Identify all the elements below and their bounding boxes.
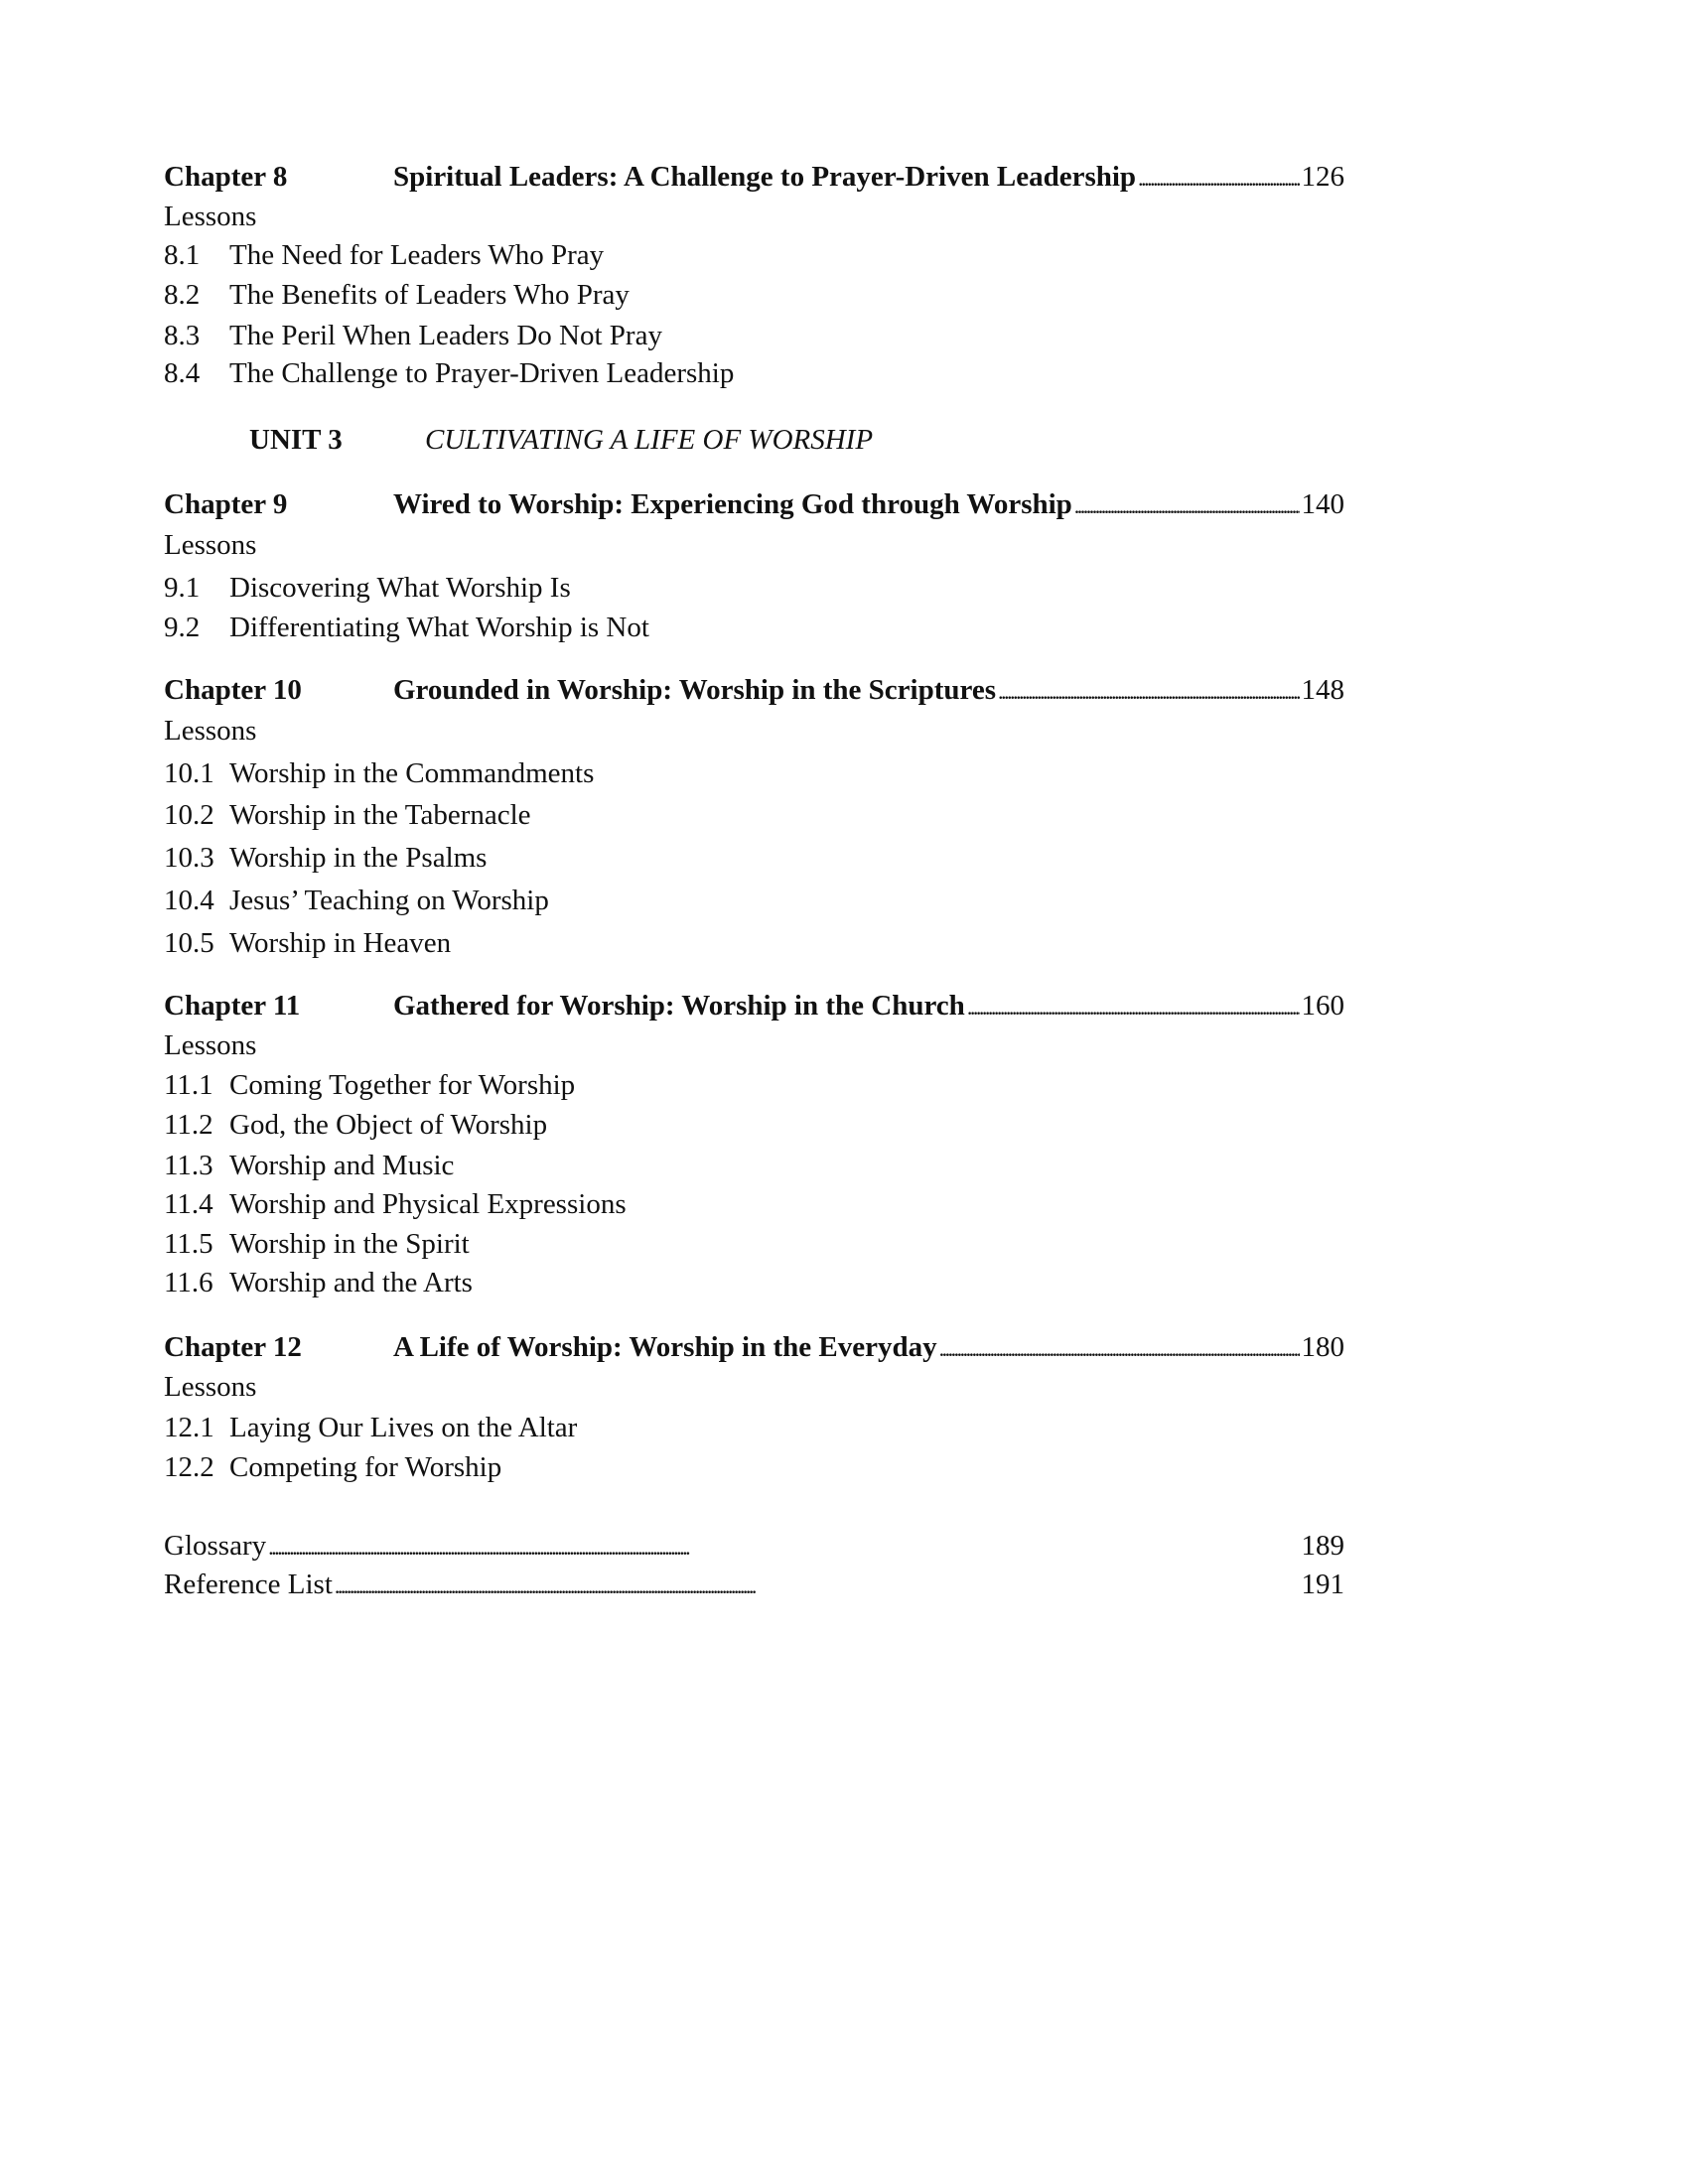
lesson-number: 10.3 [164,842,214,874]
lesson-title: The Peril When Leaders Do Not Pray [229,320,662,351]
chapter-entry[interactable] [164,1329,1344,1365]
lesson-title: The Benefits of Leaders Who Pray [229,279,630,311]
chapter-title: Grounded in Worship: Worship in the Scriptures [393,674,997,706]
dot-leader [998,672,1299,710]
lessons-heading [164,713,256,749]
lesson-title: Jesus’ Teaching on Worship [229,885,549,916]
lesson-item[interactable] [164,1449,501,1485]
back-matter-entry[interactable] [164,1567,1344,1602]
lesson-number: 11.2 [164,1109,213,1141]
lesson-item[interactable] [164,610,649,645]
lesson-number: 10.1 [164,757,214,789]
unit-title: CULTIVATING A LIFE OF WORSHIP [425,424,874,456]
chapter-label: Chapter 8 [164,161,288,193]
page-number: 148 [1301,674,1344,706]
lesson-title: Worship in Heaven [229,927,452,959]
lesson-item[interactable] [164,1067,575,1103]
lesson-item[interactable] [164,1226,470,1262]
lesson-item[interactable] [164,797,531,833]
dot-leader [939,1329,1300,1367]
lesson-item[interactable] [164,570,571,606]
lesson-number: 8.3 [164,320,201,351]
lesson-title: Coming Together for Worship [229,1069,576,1101]
lesson-number: 12.2 [164,1451,214,1483]
lesson-number: 11.3 [164,1150,213,1181]
dot-leader [335,1567,1300,1604]
lesson-title: Worship in the Spirit [229,1228,470,1260]
page-number: 140 [1301,488,1344,520]
lesson-title: Worship and Physical Expressions [229,1188,627,1220]
lesson-title: Differentiating What Worship is Not [229,612,649,643]
chapter-label: Chapter 12 [164,1331,302,1363]
lesson-title: Worship in the Tabernacle [229,799,531,831]
unit-heading [249,422,873,458]
lesson-number: 10.2 [164,799,214,831]
lesson-item[interactable] [164,1148,454,1183]
back-matter-entry[interactable] [164,1528,1344,1564]
dot-leader [1074,486,1300,524]
page-number: 191 [1301,1569,1344,1600]
page-number: 160 [1301,990,1344,1022]
lesson-item[interactable] [164,1186,627,1222]
lesson-number: 8.2 [164,279,201,311]
chapter-entry[interactable] [164,988,1344,1024]
lesson-number: 8.4 [164,357,201,389]
lessons-label: Lessons [164,715,257,747]
chapter-entry[interactable] [164,159,1344,195]
lesson-title: Laying Our Lives on the Altar [229,1412,578,1443]
lesson-number: 11.1 [164,1069,213,1101]
lessons-heading [164,1369,256,1405]
lessons-heading [164,1027,256,1063]
lesson-number: 12.1 [164,1412,214,1443]
lesson-number: 10.4 [164,885,214,916]
lesson-number: 11.4 [164,1188,213,1220]
dot-leader [1138,159,1299,197]
lessons-label: Lessons [164,201,257,232]
page-number: 126 [1301,161,1344,193]
lesson-title: Discovering What Worship Is [229,572,571,604]
lessons-heading [164,199,256,234]
dot-leader [268,1528,1299,1566]
chapter-title: Gathered for Worship: Worship in the Church [393,990,965,1022]
lesson-item[interactable] [164,355,734,391]
lesson-number: 8.1 [164,239,201,271]
chapter-title: Spiritual Leaders: A Challenge to Prayer-Driven Leadership [393,161,1137,193]
lesson-item[interactable] [164,277,630,313]
lesson-item[interactable] [164,1107,547,1143]
chapter-label: Chapter 9 [164,488,288,520]
lesson-title: Worship and Music [229,1150,455,1181]
page-number: 189 [1301,1530,1344,1562]
lesson-item[interactable] [164,840,487,876]
chapter-entry[interactable] [164,672,1344,708]
dot-leader [967,988,1300,1025]
lesson-number: 10.5 [164,927,214,959]
lesson-item[interactable] [164,237,604,273]
chapter-label: Chapter 11 [164,990,301,1022]
lesson-item[interactable] [164,1265,473,1300]
lesson-item[interactable] [164,318,662,353]
lesson-title: The Need for Leaders Who Pray [229,239,605,271]
lessons-heading [164,527,256,563]
chapter-entry[interactable] [164,486,1344,522]
chapter-label: Chapter 10 [164,674,302,706]
lesson-title: Worship in the Commandments [229,757,595,789]
lesson-item[interactable] [164,925,451,961]
lesson-title: The Challenge to Prayer-Driven Leadership [229,357,735,389]
lesson-item[interactable] [164,1410,577,1445]
lesson-number: 9.1 [164,572,201,604]
lesson-number: 11.5 [164,1228,213,1260]
lesson-title: Worship and the Arts [229,1267,473,1298]
lessons-label: Lessons [164,1029,257,1061]
lesson-number: 9.2 [164,612,201,643]
lesson-title: Competing for Worship [229,1451,502,1483]
back-matter-title: Reference List [164,1569,333,1600]
lesson-title: God, the Object of Worship [229,1109,548,1141]
chapter-title: Wired to Worship: Experiencing God through Worship [393,488,1072,520]
chapter-title: A Life of Worship: Worship in the Everyday [393,1331,937,1363]
lesson-item[interactable] [164,883,549,918]
unit-label: UNIT 3 [249,424,343,456]
lessons-label: Lessons [164,529,257,561]
lesson-number: 11.6 [164,1267,213,1298]
lesson-item[interactable] [164,755,594,791]
back-matter-title: Glossary [164,1530,267,1562]
page-number: 180 [1301,1331,1344,1363]
lesson-title: Worship in the Psalms [229,842,488,874]
lessons-label: Lessons [164,1371,257,1403]
